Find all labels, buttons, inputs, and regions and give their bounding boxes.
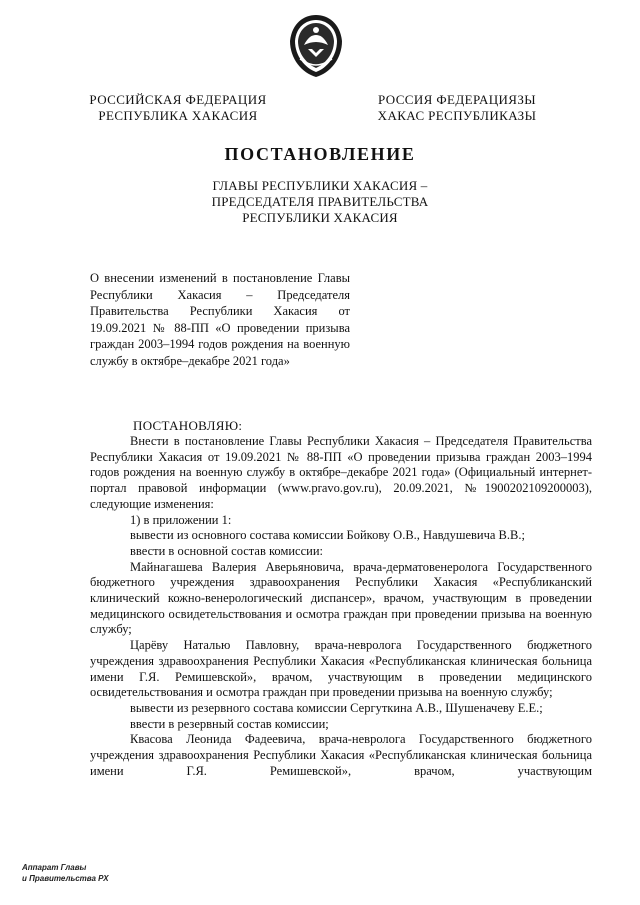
paragraph-add-reserve: ввести в резервный состав комиссии; bbox=[130, 716, 329, 731]
subtitle-line-2: ПРЕДСЕДАТЕЛЯ ПРАВИТЕЛЬСТВА bbox=[211, 194, 429, 209]
footer-line-2: и Правительства РХ bbox=[22, 874, 109, 883]
document-title: ПОСТАНОВЛЕНИЕ bbox=[224, 144, 416, 164]
header-right bbox=[374, 92, 540, 124]
header-left bbox=[88, 92, 268, 124]
paragraph-person-3: Квасова Леонида Фадеевича, врача-невролога Государственного бюджетного учреждения здравоохранения Республики Хакасия «Республиканская клиническая больница имени Г.Я. Ремишевской», врачом, участвующим bbox=[90, 732, 592, 778]
header-right-line-2: ХАКАС РЕСПУБЛИКАЗЫ bbox=[377, 108, 537, 123]
paragraph-appendix: 1) в приложении 1: bbox=[130, 512, 232, 527]
header-left-line-2: РЕСПУБЛИКА ХАКАСИЯ bbox=[98, 108, 258, 123]
subtitle-line-3: РЕСПУБЛИКИ ХАКАСИЯ bbox=[242, 210, 398, 225]
document-body bbox=[90, 434, 592, 779]
coat-of-arms-emblem bbox=[286, 13, 346, 79]
paragraph-remove-reserve: вывести из резервного состава комиссии Сергуткина А.В., Шушеначеву Е.Е.; bbox=[130, 700, 543, 715]
paragraph-remove-main: вывести из основного состава комиссии Бойкову О.В., Навдушевича В.В.; bbox=[130, 528, 525, 543]
paragraph-add-main: ввести в основной состав комиссии: bbox=[130, 543, 323, 558]
footer-stamp bbox=[22, 862, 109, 884]
paragraph-person-1: Майнагашева Валерия Аверьяновича, врача-дерматовенеролога Государственного бюджетного учреждения здравоохранения Республики Хакасия «Республиканский клинический кожно-венерологический диспансер», врачом, участвующим в проведении медицинского освидетельствования и осмотра граждан при проведении призыва на военную службу; bbox=[90, 559, 592, 637]
subtitle-line-1: ГЛАВЫ РЕСПУБЛИКИ ХАКАСИЯ – bbox=[212, 178, 428, 193]
footer-line-1: Аппарат Главы bbox=[22, 863, 87, 872]
decree-word: ПОСТАНОВЛЯЮ: bbox=[133, 418, 243, 433]
header-right-line-1: РОССИЯ ФЕДЕРАЦИЯЗЫ bbox=[377, 92, 537, 107]
paragraph-person-2: Царёву Наталью Павловну, врача-невролога Государственного бюджетного учреждения здравоохранения Республики Хакасия «Республиканская клиническая больница имени Г.Я. Ремишевской», врачом, участвующим в проведении медицинского освидетельствования и осмотра граждан при проведении призыва на военную службу; bbox=[90, 638, 592, 700]
document-subject: О внесении изменений в постановление Главы Республики Хакасия – Председателя Правительства Республики Хакасия от 19.09.2021 № 88-ПП «О проведении призыва граждан 2003–1994 годов рождения на военную службу в октябре–декабре 2021 года» bbox=[90, 271, 350, 368]
document-subtitle bbox=[180, 178, 460, 226]
header-left-line-1: РОССИЙСКАЯ ФЕДЕРАЦИЯ bbox=[89, 92, 267, 107]
paragraph-amendment: Внести в постановление Главы Республики Хакасия – Председателя Правительства Республики Хакасия от 19.09.2021 № 88-ПП «О проведении призыва граждан 2003–1994 годов рождения на военную службу в октябре–декабре 2021 года» (Официальный интернет-портал правовой информации (www.pravo.gov.ru), 20.09.2021, №1900202109200003), следующие изменения: bbox=[90, 434, 592, 511]
